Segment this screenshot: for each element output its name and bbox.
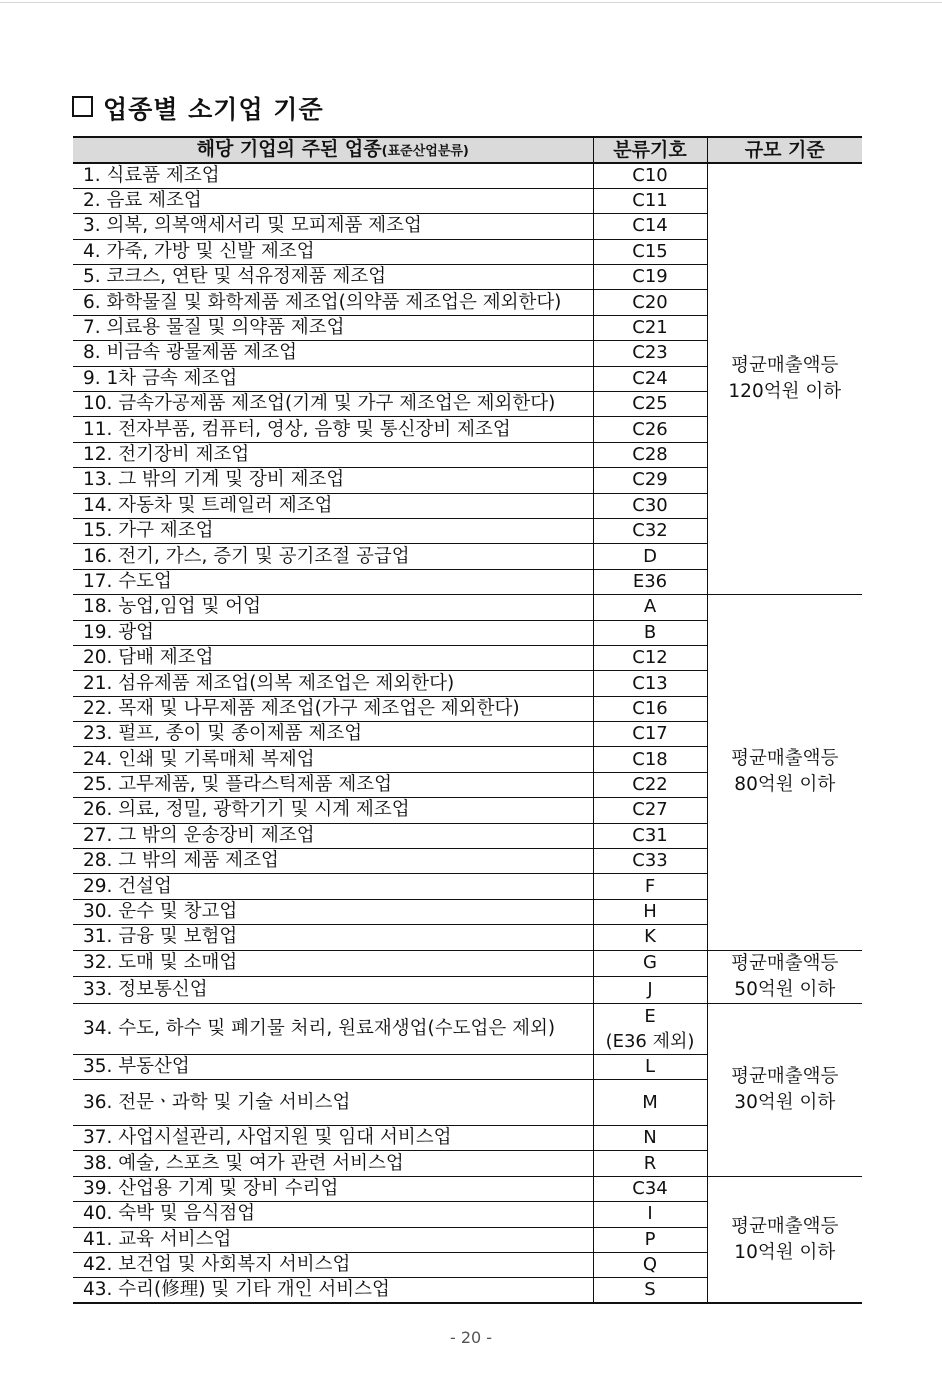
classification-code: C29 [593,468,707,493]
industry-name: 37. 사업시설관리, 사업지원 및 임대 서비스업 [73,1126,593,1151]
industry-name: 18. 농업,임업 및 어업 [73,595,593,620]
classification-code: C31 [593,823,707,848]
size-criterion-line2: 10억원 이하 [734,1241,836,1263]
industry-name: 12. 전기장비 제조업 [73,442,593,467]
classification-code: K [593,925,707,950]
header-industry-label: 해당 기업의 주된 업종 [196,137,382,160]
industry-name: 17. 수도업 [73,569,593,594]
page-title-text: 업종별 소기업 기준 [103,95,324,124]
industry-name: 27. 그 밖의 운송장비 제조업 [73,823,593,848]
industry-name: 30. 운수 및 창고업 [73,899,593,924]
top-divider [0,2,942,3]
industry-name: 3. 의복, 의복액세서리 및 모피제품 제조업 [73,214,593,239]
size-criterion-line2: 80억원 이하 [734,774,836,796]
industry-name: 8. 비금속 광물제품 제조업 [73,341,593,366]
size-criterion-line1: 평균매출액등 [731,355,839,377]
industry-name: 22. 목재 및 나무제품 제조업(가구 제조업은 제외한다) [73,696,593,721]
size-criterion [707,1176,862,1303]
classification-code: B [593,620,707,645]
classification-code: R [593,1151,707,1176]
table-body [73,163,862,1303]
size-criterion [707,163,862,595]
size-criterion [707,595,862,950]
industry-name: 10. 금속가공제품 제조업(기계 및 가구 제조업은 제외한다) [73,392,593,417]
industry-name: 21. 섬유제품 제조업(의복 제조업은 제외한다) [73,671,593,696]
industry-name: 23. 펄프, 종이 및 종이제품 제조업 [73,722,593,747]
header-code: 분류기호 [593,137,707,163]
header-industry [73,137,593,163]
classification-code: C27 [593,798,707,823]
size-criterion-line1: 평균매출액등 [731,952,839,974]
size-criterion-line1: 평균매출액등 [731,748,839,770]
industry-name: 39. 산업용 기계 및 장비 수리업 [73,1176,593,1201]
industry-name: 16. 전기, 가스, 증기 및 공기조절 공급업 [73,544,593,569]
header-industry-note: (표준산업분류) [381,143,469,159]
classification-code: C33 [593,849,707,874]
classification-code: C17 [593,722,707,747]
classification-code: A [593,595,707,620]
classification-code: C14 [593,214,707,239]
classification-code: C20 [593,290,707,315]
classification-code: C22 [593,772,707,797]
table-row [73,1176,862,1201]
classification-code: C12 [593,645,707,670]
classification-code [593,1003,707,1054]
classification-code: C24 [593,366,707,391]
industry-name: 40. 숙박 및 음식점업 [73,1202,593,1227]
classification-code: P [593,1227,707,1252]
classification-code: L [593,1054,707,1079]
table-row [73,950,862,977]
classification-code: E36 [593,569,707,594]
size-criterion-line1: 평균매출액등 [731,1065,839,1087]
industry-name: 14. 자동차 및 트레일러 제조업 [73,493,593,518]
industry-name: 35. 부동산업 [73,1054,593,1079]
classification-code: C19 [593,265,707,290]
classification-code: F [593,874,707,899]
table-row [73,595,862,620]
classification-code: C21 [593,315,707,340]
checkbox-square-icon [72,96,93,117]
size-criterion-line2: 120억원 이하 [728,381,842,403]
industry-name: 25. 고무제품, 및 플라스틱제품 제조업 [73,772,593,797]
classification-code: C32 [593,518,707,543]
industry-name: 4. 가죽, 가방 및 신발 제조업 [73,239,593,264]
industry-name: 38. 예술, 스포츠 및 여가 관련 서비스업 [73,1151,593,1176]
size-criterion [707,950,862,1003]
size-criterion-line2: 50억원 이하 [734,978,836,1000]
table-header-row [73,137,862,163]
classification-code: J [593,977,707,1004]
classification-code: M [593,1080,707,1126]
classification-code: I [593,1202,707,1227]
classification-code: C16 [593,696,707,721]
classification-code: C25 [593,392,707,417]
classification-code: C18 [593,747,707,772]
classification-code: H [593,899,707,924]
page-title [72,90,324,126]
industry-name: 1. 식료품 제조업 [73,163,593,188]
classification-code: C26 [593,417,707,442]
industry-name: 42. 보건업 및 사회복지 서비스업 [73,1252,593,1277]
industry-name: 9. 1차 금속 제조업 [73,366,593,391]
classification-code: C30 [593,493,707,518]
size-criterion [707,1003,862,1176]
classification-code: C10 [593,163,707,188]
classification-code: S [593,1278,707,1303]
industry-name: 19. 광업 [73,620,593,645]
industry-name: 7. 의료용 물질 및 의약품 제조업 [73,315,593,340]
classification-code: Q [593,1252,707,1277]
header-size: 규모 기준 [707,137,862,163]
classification-code: C28 [593,442,707,467]
industry-name: 20. 담배 제조업 [73,645,593,670]
classification-code: C13 [593,671,707,696]
classification-code: C11 [593,188,707,213]
industry-name: 6. 화학물질 및 화학제품 제조업(의약품 제조업은 제외한다) [73,290,593,315]
table-row [73,163,862,188]
industry-name: 13. 그 밖의 기계 및 장비 제조업 [73,468,593,493]
table-row [73,1003,862,1054]
industry-name: 28. 그 밖의 제품 제조업 [73,849,593,874]
industry-name: 24. 인쇄 및 기록매체 복제업 [73,747,593,772]
industry-name: 36. 전문ㆍ과학 및 기술 서비스업 [73,1080,593,1126]
classification-code: C23 [593,341,707,366]
classification-code-line2: (E36 제외) [605,1030,695,1052]
size-criterion-line2: 30억원 이하 [734,1091,836,1113]
industry-name: 26. 의료, 정밀, 광학기기 및 시계 제조업 [73,798,593,823]
size-criterion-line1: 평균매출액등 [731,1215,839,1237]
small-business-criteria-table [73,136,862,1304]
classification-code: N [593,1126,707,1151]
industry-name: 15. 가구 제조업 [73,518,593,543]
classification-code: C34 [593,1176,707,1201]
classification-code: D [593,544,707,569]
classification-code-line1: E [644,1005,656,1027]
industry-name: 5. 코크스, 연탄 및 석유정제품 제조업 [73,265,593,290]
industry-name: 34. 수도, 하수 및 폐기물 처리, 원료재생업(수도업은 제외) [73,1003,593,1054]
industry-name: 32. 도매 및 소매업 [73,950,593,977]
industry-name: 43. 수리(修理) 및 기타 개인 서비스업 [73,1278,593,1303]
industry-name: 33. 정보통신업 [73,977,593,1004]
industry-name: 29. 건설업 [73,874,593,899]
industry-name: 2. 음료 제조업 [73,188,593,213]
industry-name: 41. 교육 서비스업 [73,1227,593,1252]
industry-name: 11. 전자부품, 컴퓨터, 영상, 음향 및 통신장비 제조업 [73,417,593,442]
classification-code: C15 [593,239,707,264]
page-number: - 20 - [449,1328,493,1347]
industry-name: 31. 금융 및 보험업 [73,925,593,950]
classification-code: G [593,950,707,977]
